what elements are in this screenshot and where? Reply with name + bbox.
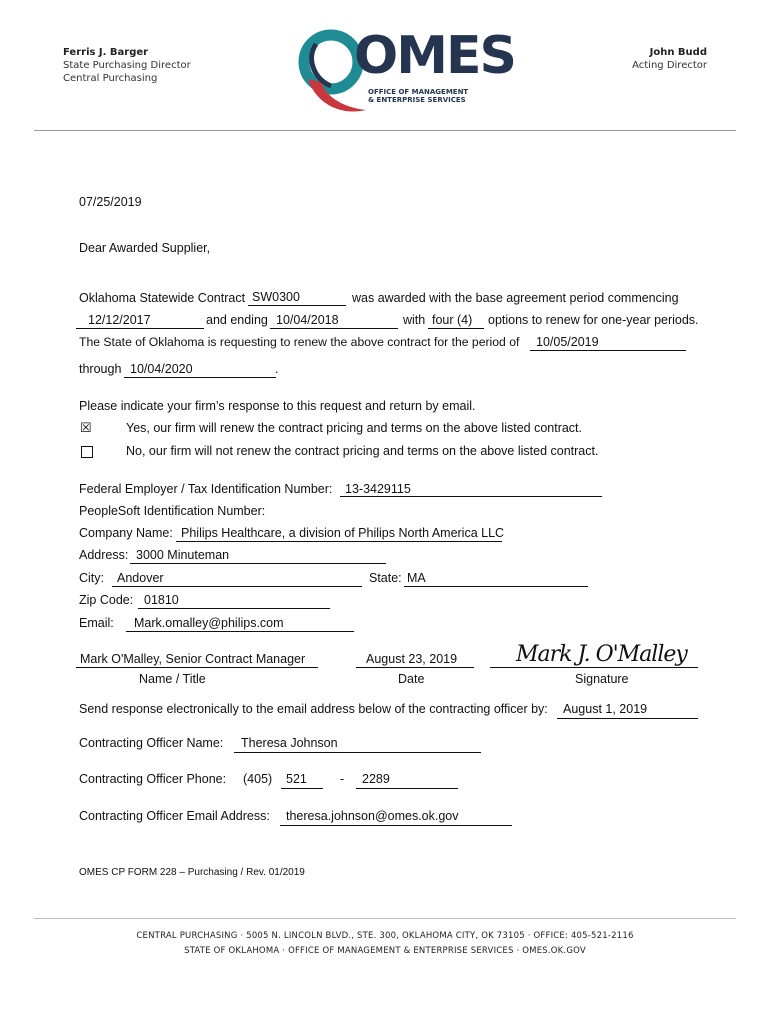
header-divider (34, 130, 736, 131)
city-line (112, 586, 362, 587)
logo-sub2: & ENTERPRISE SERVICES (368, 96, 466, 104)
name-title-caption: Name / Title (139, 672, 206, 686)
zip-field[interactable]: 01810 (144, 593, 179, 607)
p2-text-a: The State of Oklahoma is requesting to renew the above contract for the period of (79, 335, 520, 349)
zip-label: Zip Code: (79, 593, 134, 607)
address-field[interactable]: 3000 Minuteman (136, 548, 230, 562)
options-field[interactable]: four (4) (432, 313, 473, 327)
p1-text-c: and ending (206, 313, 268, 327)
form-id: OMES CP FORM 228 – Purchasing / Rev. 01/2019 (79, 867, 305, 878)
end-date-field[interactable]: 10/04/2018 (276, 313, 339, 327)
fein-label: Federal Employer / Tax Identification Number: (79, 482, 333, 496)
yes-checkbox[interactable]: ☒ (80, 420, 92, 435)
salutation: Dear Awarded Supplier, (79, 241, 211, 255)
officer-name-field[interactable]: Theresa Johnson (241, 736, 338, 750)
officer-phone-dash: - (340, 772, 345, 786)
no-option-text: No, our firm will not renew the contract pricing and terms on the above listed contract. (126, 444, 599, 458)
signature-caption: Signature (575, 672, 629, 686)
handwritten-signature[interactable]: Mark J. O'Malley (516, 642, 687, 667)
name-title-line (76, 667, 318, 668)
p2-period: . (275, 362, 279, 376)
officer-phone-prefix-field[interactable]: 521 (286, 772, 307, 786)
officer-phone-area: (405) (243, 772, 273, 786)
acting-director-name: John Budd (649, 47, 707, 58)
p1-text-a: Oklahoma Statewide Contract (79, 291, 246, 305)
footer-line-1: CENTRAL PURCHASING · 5005 N. LINCOLN BLVD., STE. 300, OKLAHOMA CITY, OK 73105 · OFFICE: 405-521-2116 (136, 931, 634, 941)
logo-sub1: OFFICE OF MANAGEMENT (368, 88, 469, 96)
officer-name-line (234, 752, 481, 753)
logo-wordmark: OMES (354, 26, 515, 86)
header-left (63, 46, 191, 85)
zip-line (138, 608, 330, 609)
letter-date: 07/25/2019 (79, 195, 142, 209)
send-response-label: Send response electronically to the email address below of the contracting officer by: (79, 702, 548, 716)
start-date-field[interactable]: 12/12/2017 (88, 313, 151, 327)
company-line (176, 541, 502, 542)
signature-date-field[interactable]: August 23, 2019 (366, 652, 458, 666)
no-checkbox[interactable] (81, 446, 93, 458)
state-line (404, 586, 588, 587)
email-field[interactable]: Mark.omalley@philips.com (134, 616, 284, 630)
start-date-line (76, 328, 204, 329)
state-label: State: (369, 571, 402, 585)
p1-text-e: options to renew for one-year periods. (488, 313, 699, 327)
officer-name-label: Contracting Officer Name: (79, 736, 224, 750)
address-label: Address: (79, 548, 129, 562)
send-by-field[interactable]: August 1, 2019 (563, 702, 648, 716)
fein-field[interactable]: 13-3429115 (345, 482, 411, 496)
renew-from-line (530, 350, 686, 351)
p2-text-b: through (79, 362, 122, 376)
officer-phone-label: Contracting Officer Phone: (79, 772, 227, 786)
officer-email-label: Contracting Officer Email Address: (79, 809, 270, 823)
footer-divider (34, 918, 736, 919)
yes-option-text: Yes, our firm will renew the contract pricing and terms on the above listed contract. (126, 421, 583, 435)
name-title-field[interactable]: Mark O'Malley, Senior Contract Manager (80, 652, 306, 666)
p1-text-b: was awarded with the base agreement period commencing (352, 291, 679, 305)
signature-date-line (356, 667, 474, 668)
options-line (428, 328, 484, 329)
contract-number-line (248, 305, 346, 306)
company-field[interactable]: Philips Healthcare, a division of Philips North America LLC (181, 526, 505, 540)
address-line (130, 563, 386, 564)
end-date-line (270, 328, 398, 329)
officer-email-field[interactable]: theresa.johnson@omes.ok.gov (286, 809, 459, 823)
p1-text-d: with (403, 313, 426, 327)
instruction-text: Please indicate your firm’s response to this request and return by email. (79, 399, 476, 413)
acting-director-title: Acting Director (632, 60, 707, 71)
signature-date-caption: Date (398, 672, 425, 686)
director-name: Ferris J. Barger (63, 47, 149, 58)
officer-phone-line-line (356, 788, 458, 789)
send-by-line (557, 718, 698, 719)
omes-logo (296, 24, 515, 120)
city-field[interactable]: Andover (117, 571, 164, 585)
renew-from-field[interactable]: 10/05/2019 (536, 335, 599, 349)
fein-line (340, 496, 602, 497)
officer-phone-prefix-line (281, 788, 323, 789)
city-label: City: (79, 571, 104, 585)
footer-line-2: STATE OF OKLAHOMA · OFFICE OF MANAGEMENT & ENTERPRISE SERVICES · OMES.OK.GOV (184, 946, 586, 956)
state-field[interactable]: MA (407, 571, 426, 585)
contract-number-field[interactable]: SW0300 (252, 290, 300, 304)
officer-email-line (280, 825, 512, 826)
renew-to-field[interactable]: 10/04/2020 (130, 362, 193, 376)
director-title: State Purchasing Director (63, 60, 191, 71)
email-label: Email: (79, 616, 114, 630)
peoplesoft-label: PeopleSoft Identification Number: (79, 504, 266, 518)
officer-phone-line-field[interactable]: 2289 (362, 772, 390, 786)
company-label: Company Name: (79, 526, 173, 540)
signature-line (490, 667, 698, 668)
email-line (126, 631, 354, 632)
header-right (632, 46, 707, 72)
director-dept: Central Purchasing (63, 73, 158, 84)
renew-to-line (124, 377, 276, 378)
